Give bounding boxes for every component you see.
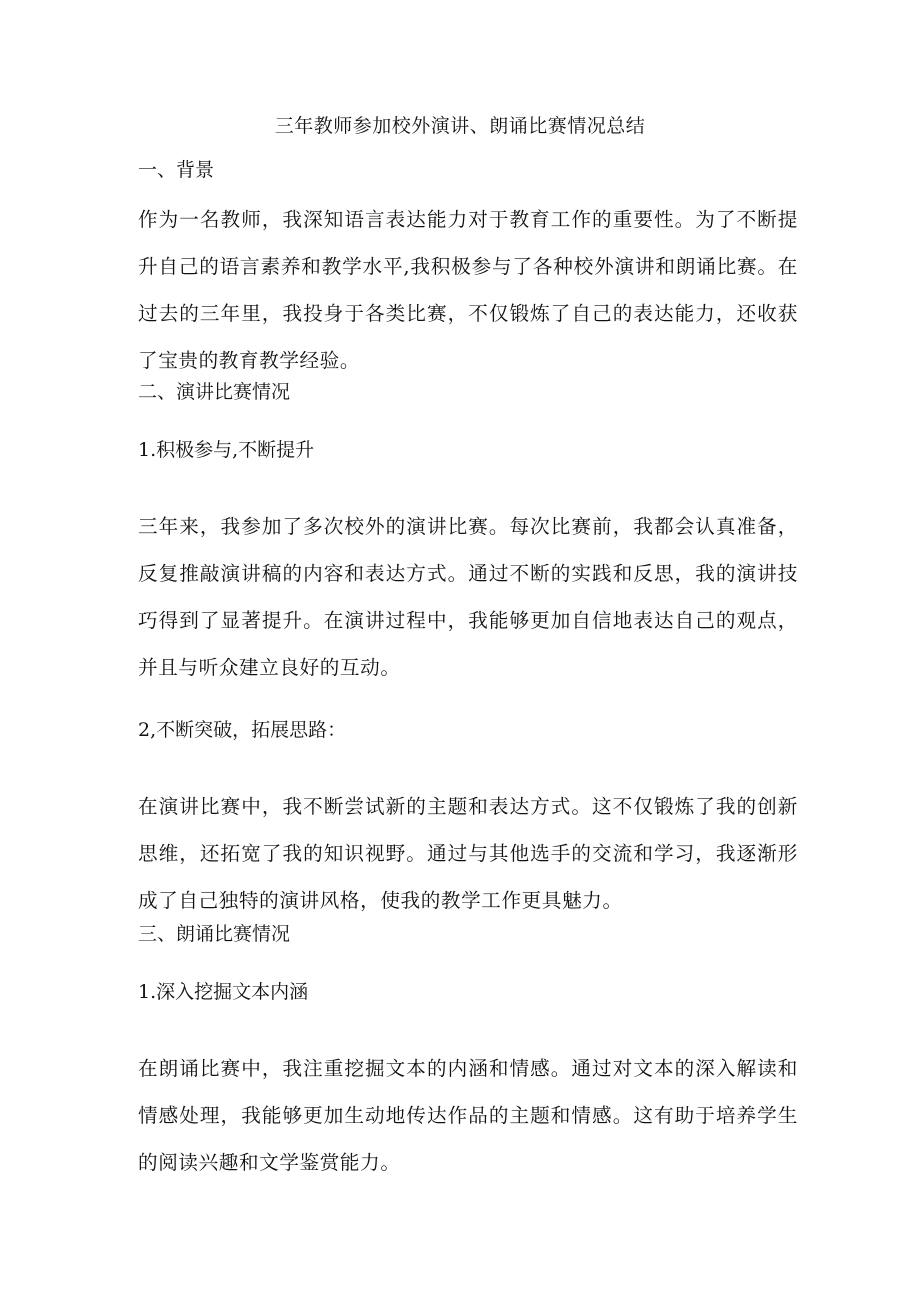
subheading-recitation-1: 1.深入挖掘文本内涵 xyxy=(138,981,309,1003)
paragraph-recitation-1: 在朗诵比赛中，我注重挖掘文本的内涵和情感。通过对文本的深入解读和情感处理，我能够更加生动地传达作品的主题和情感。这有助于培养学生的阅读兴趣和文学鉴赏能力。 xyxy=(138,1057,798,1174)
section-heading-background: 一、背景 xyxy=(138,159,215,181)
paragraph-speech-1: 三年来，我参加了多次校外的演讲比赛。每次比赛前，我都会认真准备，反复推敲演讲稿的内容和表达方式。通过不断的实践和反思，我的演讲技巧得到了显著提升。在演讲过程中，我能够更加自信地表达自己的观点，并且与听众建立良好的互动。 xyxy=(138,515,798,679)
section-heading-recitation: 三、朗诵比赛情况 xyxy=(138,923,291,945)
paragraph-background: 作为一名教师，我深知语言表达能力对于教育工作的重要性。为了不断提升自己的语言素养和教学水平,我积极参与了各种校外演讲和朗诵比赛。在过去的三年里，我投身于各类比赛，不仅锻炼了自己的表达能力，还收获了宝贵的教育教学经验。 xyxy=(138,208,798,372)
subheading-speech-1: 1.积极参与,不断提升 xyxy=(138,439,315,461)
paragraph-speech-2: 在演讲比赛中，我不断尝试新的主题和表达方式。这不仅锻炼了我的创新思维，还拓宽了我的知识视野。通过与其他选手的交流和学习，我逐渐形成了自己独特的演讲风格，使我的教学工作更具魅力。 xyxy=(138,795,798,912)
section-heading-speech: 二、演讲比赛情况 xyxy=(138,381,291,403)
subheading-speech-2: 2,不断突破，拓展思路： xyxy=(138,719,347,741)
document-title: 三年教师参加校外演讲、朗诵比赛情况总结 xyxy=(274,115,646,137)
